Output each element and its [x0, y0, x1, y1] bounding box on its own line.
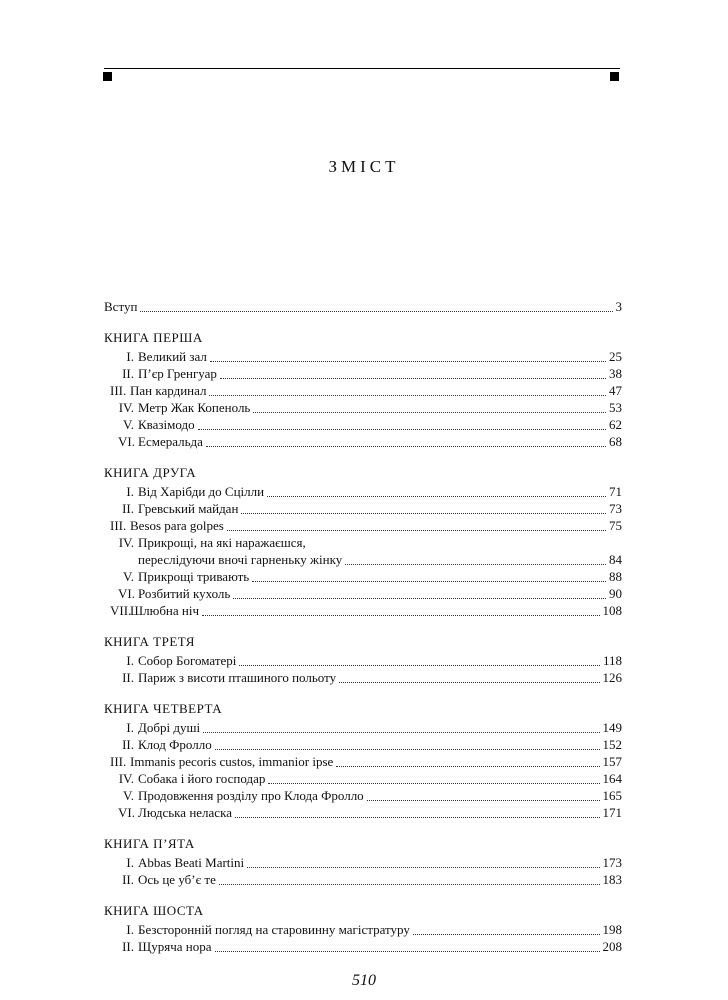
chapter-title: Собор Богоматері — [138, 653, 237, 668]
chapter-page: 38 — [609, 366, 622, 381]
toc-chapter-row[interactable] — [104, 382, 622, 399]
chapter-page: 198 — [602, 922, 622, 937]
chapter-title: П’єр Гренгуар — [138, 366, 217, 381]
toc-chapter-row[interactable] — [104, 652, 622, 669]
toc-chapter-row[interactable] — [104, 517, 622, 534]
toc-intro-row[interactable] — [104, 298, 622, 315]
toc-chapter-row[interactable] — [104, 399, 622, 416]
chapter-title: Від Харібди до Сцілли — [138, 484, 265, 499]
leader-dots — [209, 394, 606, 396]
toc-chapter-row[interactable] — [104, 433, 622, 450]
chapter-number: VII. — [110, 603, 132, 618]
chapter-number: I. — [126, 720, 134, 735]
chapter-page: 25 — [609, 349, 622, 364]
chapter-number: I. — [126, 653, 134, 668]
leader-dots — [413, 933, 600, 935]
chapter-number: VI. — [118, 434, 135, 449]
chapter-page: 73 — [609, 501, 622, 516]
chapter-title: Собака і його господар — [138, 771, 266, 786]
book-heading: КНИГА ЧЕТВЕРТА — [104, 701, 223, 716]
left-square-marker — [103, 72, 112, 81]
toc-chapter-row[interactable] — [104, 804, 622, 821]
chapter-page: 208 — [602, 939, 622, 954]
toc-intro-page: 3 — [615, 299, 622, 314]
chapter-number: II. — [122, 501, 134, 516]
toc-chapter-row[interactable] — [104, 938, 622, 955]
leader-dots — [267, 495, 606, 497]
leader-dots — [215, 748, 600, 750]
chapter-number: V. — [123, 417, 134, 432]
chapter-number: III. — [110, 518, 127, 533]
chapter-number: I. — [126, 922, 134, 937]
book-heading: КНИГА ШОСТА — [104, 903, 204, 918]
chapter-page: 90 — [609, 586, 622, 601]
chapter-page: 164 — [602, 771, 622, 786]
toc-chapter-row[interactable] — [104, 568, 622, 585]
leader-dots — [367, 799, 600, 801]
chapter-page: 47 — [609, 383, 622, 398]
leader-dots — [210, 360, 606, 362]
chapter-title: Прикрощі тривають — [138, 569, 250, 584]
leader-dots — [233, 597, 606, 599]
chapter-number: II. — [122, 366, 134, 381]
leader-dots — [227, 529, 606, 531]
leader-dots — [253, 411, 606, 413]
toc-chapter-row[interactable] — [104, 348, 622, 365]
leader-dots — [239, 664, 600, 666]
toc-chapter-row[interactable] — [104, 669, 622, 686]
top-rule — [104, 68, 620, 69]
chapter-number: VI. — [118, 805, 135, 820]
toc-chapter-row[interactable] — [104, 585, 622, 602]
leader-dots — [252, 580, 606, 582]
chapter-number: IV. — [118, 771, 134, 786]
toc-chapter-row[interactable] — [104, 602, 622, 619]
chapter-page: 118 — [602, 653, 622, 668]
toc-chapter-row[interactable] — [104, 736, 622, 753]
leader-dots — [198, 428, 606, 430]
toc-chapter-row[interactable] — [104, 483, 622, 500]
chapter-number: III. — [110, 383, 127, 398]
chapter-page: 84 — [609, 552, 622, 567]
leader-dots — [345, 563, 606, 565]
chapter-title: Клод Фролло — [138, 737, 212, 752]
chapter-page: 108 — [602, 603, 622, 618]
table-of-contents — [104, 298, 622, 955]
chapter-page: 75 — [609, 518, 622, 533]
toc-chapter-row[interactable] — [104, 719, 622, 736]
chapter-number: V. — [123, 569, 134, 584]
chapter-title: Besos para golpes — [130, 518, 224, 533]
chapter-title: Прикрощі, на які наражаєшся, — [138, 535, 306, 550]
chapter-title: Метр Жак Копеноль — [138, 400, 251, 415]
page-number: 510 — [352, 972, 376, 989]
chapter-number: IV. — [118, 400, 134, 415]
chapter-page: 152 — [602, 737, 622, 752]
chapter-number: I. — [126, 349, 134, 364]
chapter-page: 68 — [609, 434, 622, 449]
leader-dots — [241, 512, 606, 514]
leader-dots — [215, 950, 600, 952]
leader-dots — [247, 866, 599, 868]
chapter-page: 62 — [609, 417, 622, 432]
toc-chapter-row[interactable] — [104, 770, 622, 787]
chapter-number: V. — [123, 788, 134, 803]
leader-dots — [220, 377, 606, 379]
right-square-marker — [610, 72, 619, 81]
toc-chapter-row[interactable] — [104, 854, 622, 871]
books-list — [104, 329, 622, 955]
chapter-title: Щуряча нора — [138, 939, 212, 954]
chapter-page: 88 — [609, 569, 622, 584]
leader-dots — [339, 681, 599, 683]
leader-dots — [268, 782, 599, 784]
toc-chapter-row-continued[interactable] — [104, 551, 622, 568]
leader-dots — [202, 614, 599, 616]
chapter-title: Immanis pecoris custos, immanior ipse — [130, 754, 334, 769]
chapter-page: 157 — [602, 754, 622, 769]
leader-dots — [336, 765, 599, 767]
leader-dots — [203, 731, 599, 733]
chapter-page: 126 — [602, 670, 622, 685]
chapter-number: IV. — [118, 535, 134, 550]
chapter-title: Великий зал — [138, 349, 207, 364]
leader-dots — [206, 445, 606, 447]
toc-chapter-row[interactable] — [104, 787, 622, 804]
chapter-title: Продовження розділу про Клода Фролло — [138, 788, 364, 803]
chapter-title: Париж з висоти пташиного польоту — [138, 670, 337, 685]
chapter-title: Квазімодо — [138, 417, 195, 432]
chapter-number: I. — [126, 484, 134, 499]
chapter-number: VI. — [118, 586, 135, 601]
book-heading: КНИГА ТРЕТЯ — [104, 634, 195, 649]
chapter-title: Ось це уб’є те — [138, 872, 216, 887]
chapter-page: 71 — [609, 484, 622, 499]
chapter-number: II. — [122, 939, 134, 954]
chapter-number: II. — [122, 737, 134, 752]
chapter-title: Добрі душі — [138, 720, 201, 735]
chapter-page: 149 — [602, 720, 622, 735]
toc-chapter-row[interactable] — [104, 753, 622, 770]
leader-dots — [235, 816, 600, 818]
book-heading: КНИГА ПЕРША — [104, 330, 203, 345]
toc-chapter-row[interactable] — [104, 534, 622, 551]
chapter-title: Шлюбна ніч — [130, 603, 200, 618]
leader-dots — [219, 883, 600, 885]
book-heading: КНИГА ДРУГА — [104, 465, 197, 480]
toc-chapter-row[interactable] — [104, 871, 622, 888]
chapter-page: 173 — [602, 855, 622, 870]
toc-chapter-row[interactable] — [104, 416, 622, 433]
page-title: ЗМІСТ — [328, 157, 400, 176]
chapter-number: I. — [126, 855, 134, 870]
chapter-title: Abbas Beati Martini — [138, 855, 245, 870]
chapter-title: Безсторонній погляд на старовинну магістратуру — [138, 922, 410, 937]
chapter-page: 53 — [609, 400, 622, 415]
leader-dots — [140, 310, 612, 312]
chapter-number: II. — [122, 670, 134, 685]
chapter-title: Гревський майдан — [138, 501, 239, 516]
chapter-page: 171 — [602, 805, 622, 820]
chapter-number: II. — [122, 872, 134, 887]
chapter-title: Людська неласка — [138, 805, 232, 820]
toc-chapter-row[interactable] — [104, 365, 622, 382]
chapter-page: 183 — [602, 872, 622, 887]
toc-intro-label: Вступ — [104, 299, 138, 314]
chapter-title: Есмеральда — [138, 434, 203, 449]
book-heading: КНИГА П’ЯТА — [104, 836, 195, 851]
toc-chapter-row[interactable] — [104, 500, 622, 517]
chapter-number: III. — [110, 754, 127, 769]
toc-chapter-row[interactable] — [104, 921, 622, 938]
chapter-title: Пан кардинал — [130, 383, 207, 398]
chapter-page: 165 — [602, 788, 622, 803]
chapter-title: Розбитий кухоль — [138, 586, 231, 601]
chapter-title-continued: переслідуючи вночі гарненьку жінку — [138, 552, 343, 567]
